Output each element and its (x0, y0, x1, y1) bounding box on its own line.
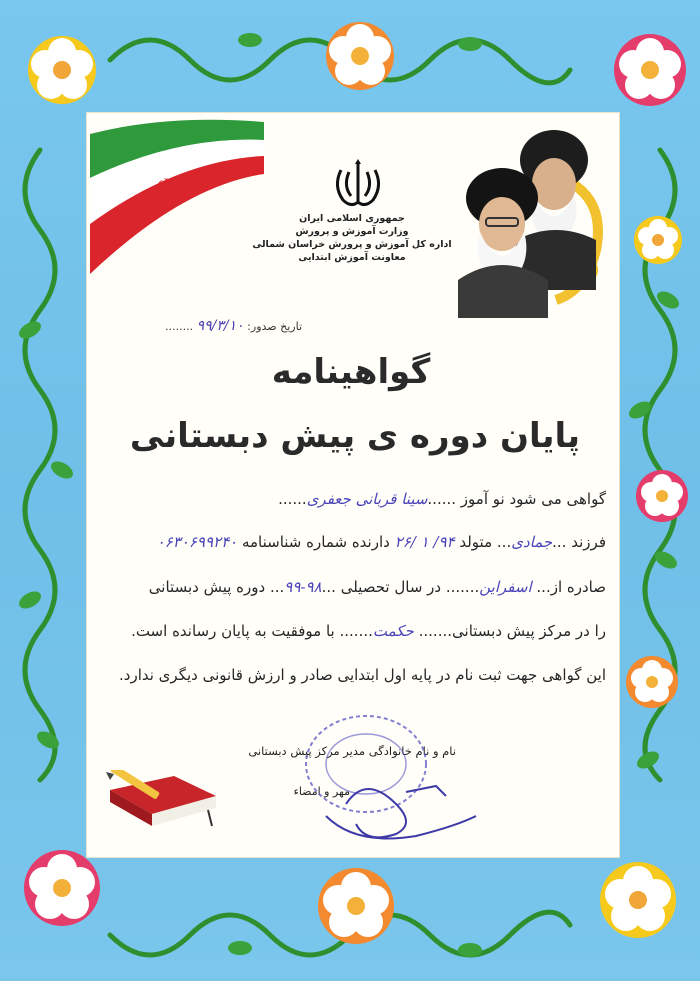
svg-text:☫: ☫ (156, 175, 176, 200)
father-name: جمادی (511, 533, 553, 551)
header-line-directorate: اداره کل آموزش و پرورش خراسان شمالی (252, 239, 452, 250)
issuer-header (232, 212, 472, 264)
issue-date-label: تاریخ صدور: (247, 320, 302, 333)
body-line-4: را در مرکز پیش دبستانی....... حکمت....... با موفقیت به پایان رسانده است. (131, 622, 606, 640)
line2-born-label: متولد (459, 533, 493, 551)
line3-year-label: در سال تحصیلی (340, 578, 442, 596)
line2-suffix: دارنده شماره شناسنامه (241, 533, 390, 551)
national-id: ۰۶۳۰۶۹۹۲۴۰ (156, 533, 238, 551)
certificate-title: گواهینامه (271, 352, 431, 392)
body-line-3: صادره از... اسفراین....... در سال تحصیلی ...۹۸-۹۹... دوره پیش دبستانی (148, 578, 606, 596)
line4-suffix: با موفقیت به پایان رسانده است. (131, 622, 335, 640)
leaders-portraits-image (456, 120, 606, 318)
header-line-ministry: وزارت آموزش و پرورش (295, 226, 409, 237)
birth-date: ۹۴/ ۱ /۲۶ (394, 533, 455, 551)
issue-date-value: ۹۹/۳/۱۰ (196, 318, 244, 334)
issue-date: تاریخ صدور: ۹۹/۳/۱۰ ........ (165, 318, 302, 334)
line3-suffix: دوره پیش دبستانی (148, 578, 266, 596)
book-pencil-icon (104, 770, 222, 832)
line3-prefix: صادره از (550, 578, 606, 596)
iran-flag-ribbon (88, 114, 268, 294)
stamp-signature-label: مهر و امضاء (293, 785, 350, 798)
header-line-republic: جمهوری اسلامی ایران (299, 213, 405, 224)
body-line-2: فرزند ...جمادی... متولد ۹۴/ ۱ /۲۶ دارنده شماره شناسنامه ۰۶۳۰۶۹۹۲۴۰ (156, 533, 606, 551)
iran-emblem-icon (331, 158, 385, 212)
line1-prefix: گواهی می شود نو آموز (460, 490, 606, 508)
director-signature-label: نام و نام خانوادگی مدیر مرکز پیش دبستانی (248, 744, 456, 758)
issue-city: اسفراین (479, 578, 532, 596)
preschool-center-name: حکمت (372, 622, 414, 640)
student-name: سینا قربانی جعفری (306, 490, 428, 508)
body-line-5: این گواهی جهت ثبت نام در پایه اول ابتدایی صادر و ارزش قانونی دیگری ندارد. (119, 666, 606, 684)
official-stamp-signature (286, 706, 486, 856)
line2-prefix: فرزند (571, 533, 606, 551)
body-line-1: گواهی می شود نو آموز ......سینا قربانی جعفری...... (278, 490, 606, 508)
certificate-subtitle: پایان دوره ی پیش دبستانی (129, 416, 581, 456)
line4-prefix: را در مرکز پیش دبستانی (452, 622, 606, 640)
academic-year: ۹۸-۹۹ (284, 578, 322, 596)
header-line-deputy: معاونت آموزش ابتدایی (298, 252, 406, 263)
